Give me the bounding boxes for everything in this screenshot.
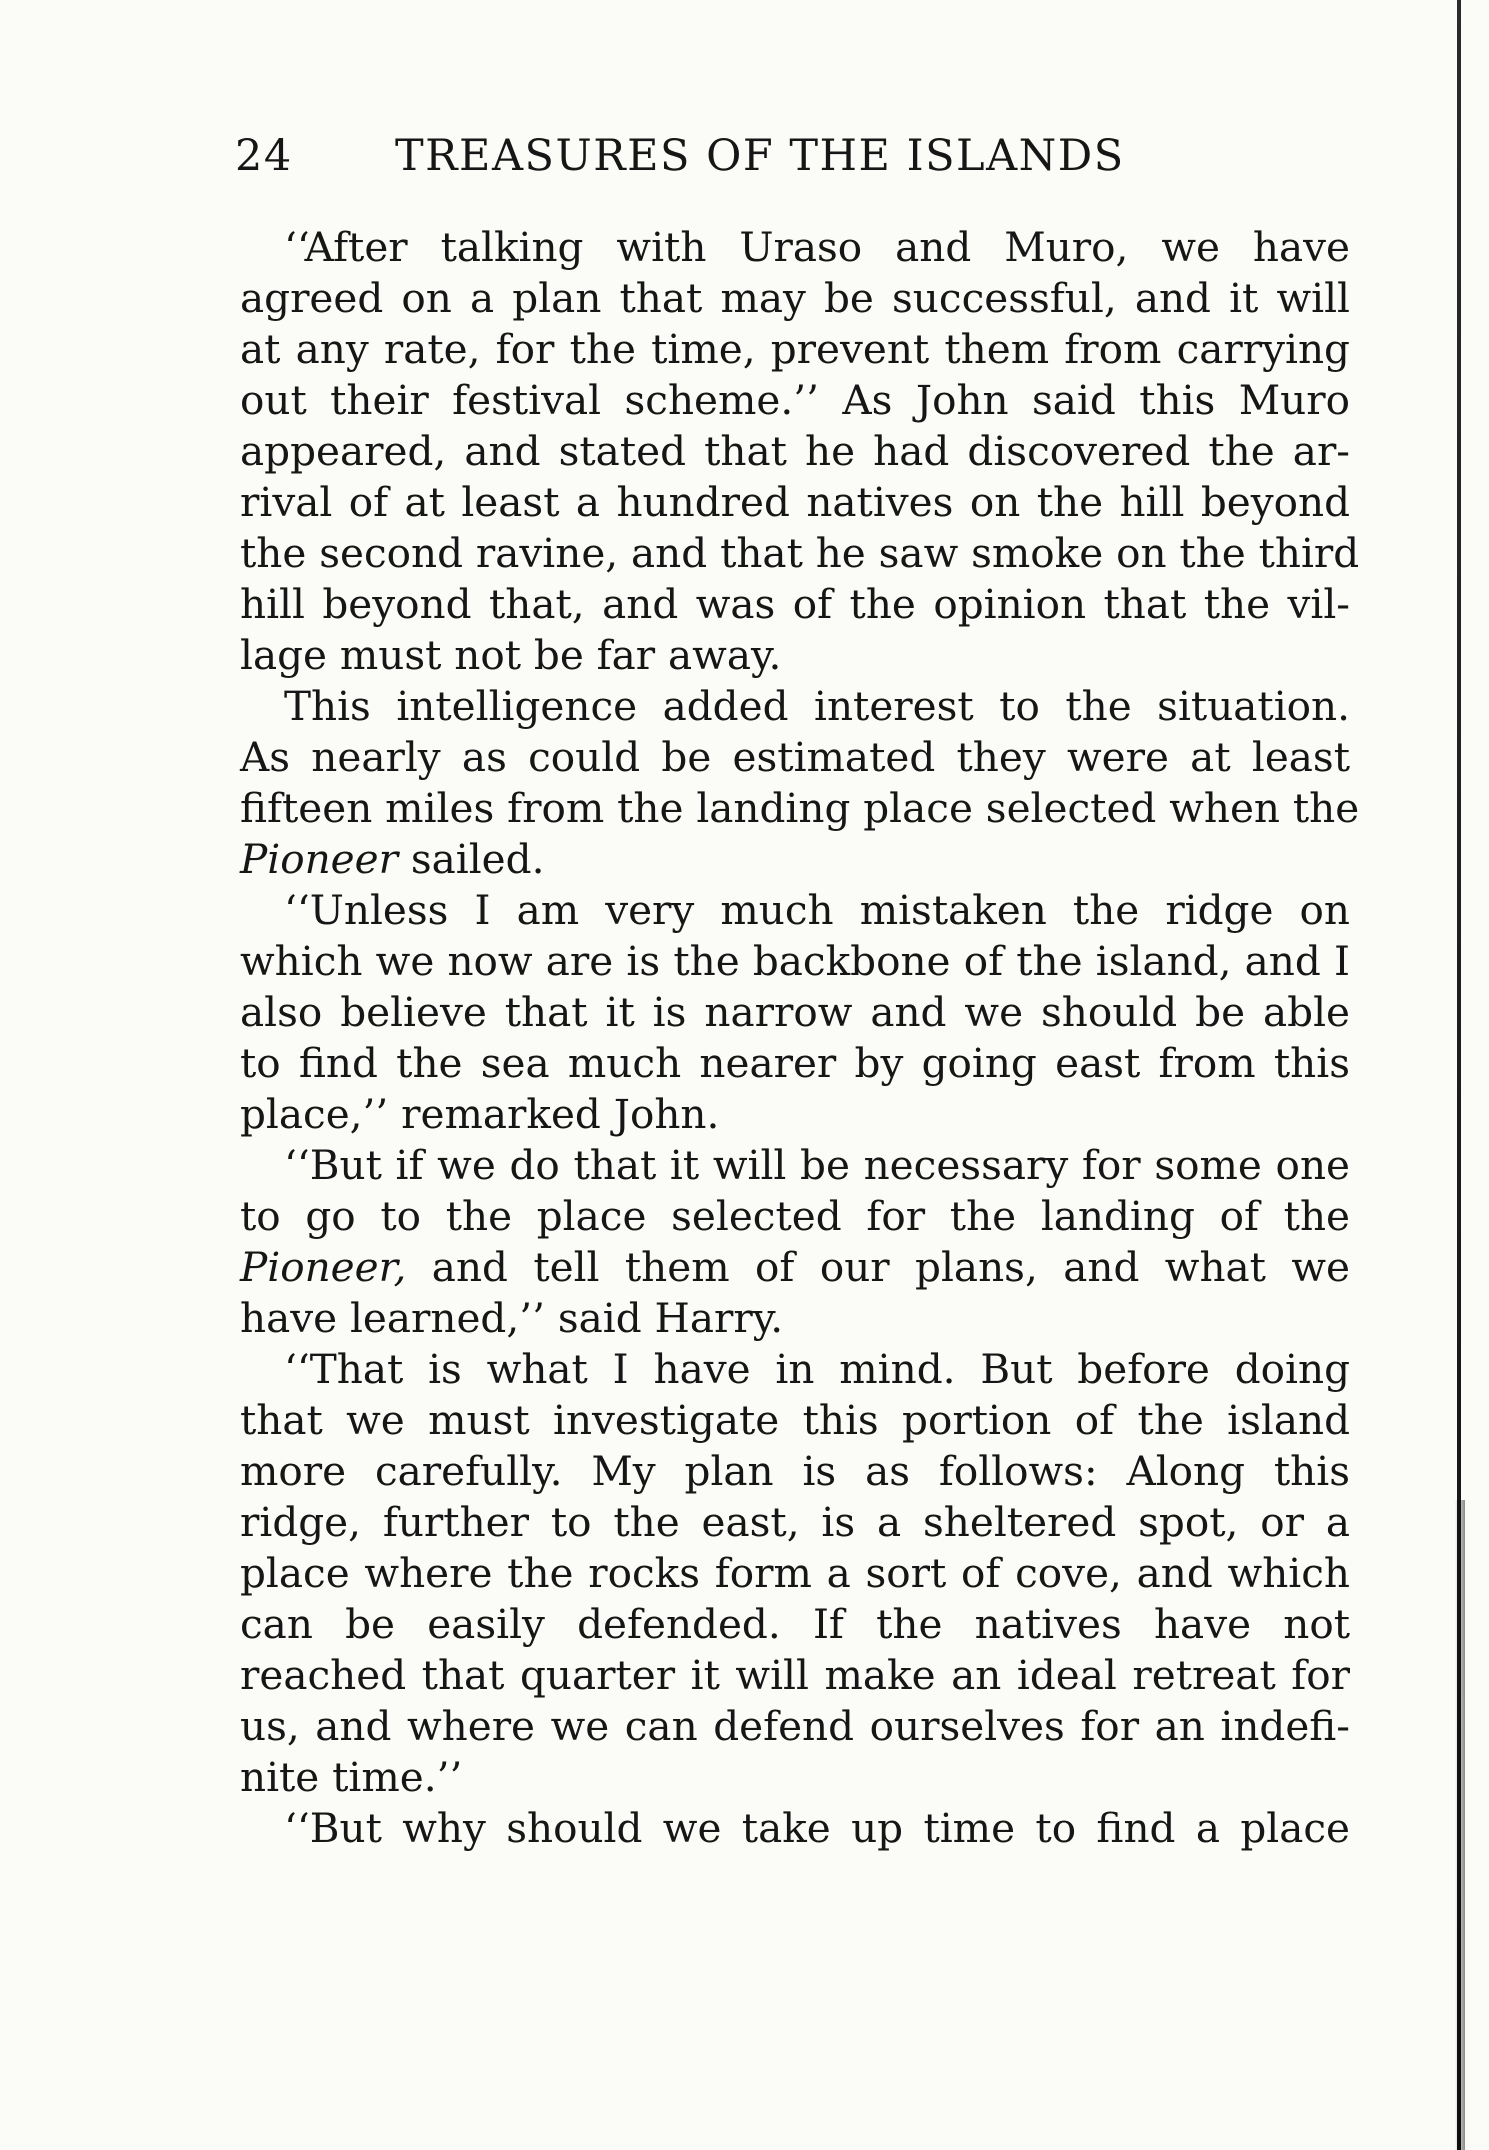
italic-title: Pioneer, — [240, 1243, 407, 1291]
text-line-content: ‘‘That is what I have in mind. But before doing — [284, 1345, 1350, 1393]
text-line — [240, 1548, 1350, 1599]
text-line — [240, 987, 1350, 1038]
text-line — [240, 1599, 1350, 1650]
text-line — [240, 681, 1350, 732]
text-line — [240, 783, 1360, 834]
text-line-content: place where the rocks form a sort of cove, and which — [240, 1549, 1350, 1597]
text-line — [240, 1038, 1350, 1089]
running-header — [235, 128, 1185, 184]
text-line — [240, 1089, 1350, 1140]
text-line-content: at any rate, for the time, prevent them from carrying — [240, 325, 1350, 373]
text-line-content: nite time.’’ — [240, 1753, 463, 1801]
text-line — [240, 222, 1350, 273]
text-line-content: us, and where we can defend ourselves for an indefi- — [240, 1702, 1350, 1750]
text-line — [240, 477, 1350, 528]
page-edge-shadow — [1455, 1500, 1465, 2150]
text-line-content: lage must not be far away. — [240, 631, 782, 679]
text-line — [240, 375, 1350, 426]
text-line-content: to find the sea much nearer by going east from this — [240, 1039, 1350, 1087]
text-line-content: This intelligence added interest to the situation. — [284, 682, 1350, 730]
running-title: TREASURES OF THE ISLANDS — [395, 131, 1125, 181]
text-line-content: hill beyond that, and was of the opinion that the vil- — [240, 580, 1350, 628]
text-line — [240, 1752, 1350, 1803]
body-text — [240, 222, 1360, 1854]
text-line-content: can be easily defended. If the natives have not — [240, 1600, 1350, 1648]
text-line-content: rival of at least a hundred natives on the hill beyond — [240, 478, 1350, 526]
text-line-content: ‘‘Unless I am very much mistaken the ridge on — [284, 886, 1350, 934]
text-line — [240, 324, 1350, 375]
text-line — [240, 834, 1350, 885]
text-line-content: ridge, further to the east, is a sheltered spot, or a — [240, 1498, 1350, 1546]
text-line-content: reached that quarter it will make an ideal retreat for — [240, 1651, 1350, 1699]
text-line-content: ‘‘But if we do that it will be necessary for some one — [284, 1141, 1350, 1189]
text-line — [240, 1293, 1350, 1344]
text-line-content: sailed. — [397, 835, 545, 883]
text-line — [240, 630, 1350, 681]
text-line — [240, 1650, 1350, 1701]
italic-title: Pioneer — [240, 835, 398, 883]
text-line — [240, 1344, 1350, 1395]
text-line-content: As nearly as could be estimated they were at least — [240, 733, 1350, 781]
text-line — [240, 1497, 1350, 1548]
text-line — [240, 273, 1350, 324]
text-line-content: and tell them of our plans, and what we — [406, 1243, 1350, 1291]
text-line-content: agreed on a plan that may be successful, and it will — [240, 274, 1350, 322]
text-line — [240, 1803, 1350, 1854]
text-line-content: that we must investigate this portion of the island — [240, 1396, 1350, 1444]
text-line — [240, 885, 1350, 936]
text-line — [240, 1446, 1350, 1497]
text-line — [240, 1140, 1350, 1191]
text-line-content: the second ravine, and that he saw smoke on the third — [240, 529, 1360, 577]
text-line-content: ‘‘But why should we take up time to find a place — [284, 1804, 1350, 1852]
text-line — [240, 1701, 1350, 1752]
text-line-content: which we now are is the backbone of the island, and I — [240, 937, 1350, 985]
text-line — [240, 1395, 1350, 1446]
text-line — [240, 936, 1350, 987]
text-line-content: out their festival scheme.’’ As John said this Muro — [240, 376, 1350, 424]
text-line-content: have learned,’’ said Harry. — [240, 1294, 784, 1342]
text-line-content: place,’’ remarked John. — [240, 1090, 720, 1138]
text-line-content: fifteen miles from the landing place selected when the — [240, 784, 1360, 832]
page-number: 24 — [235, 131, 293, 181]
text-line-content: ‘‘After talking with Uraso and Muro, we have — [284, 223, 1350, 271]
text-line — [240, 579, 1350, 630]
text-line-content: more carefully. My plan is as follows: Along this — [240, 1447, 1350, 1495]
text-line — [240, 1191, 1350, 1242]
text-line — [240, 426, 1350, 477]
text-line-content: appeared, and stated that he had discovered the ar- — [240, 427, 1350, 475]
text-line — [240, 732, 1350, 783]
text-line-content: to go to the place selected for the landing of the — [240, 1192, 1350, 1240]
text-line-content: also believe that it is narrow and we should be able — [240, 988, 1350, 1036]
text-line — [240, 528, 1360, 579]
text-line — [240, 1242, 1350, 1293]
